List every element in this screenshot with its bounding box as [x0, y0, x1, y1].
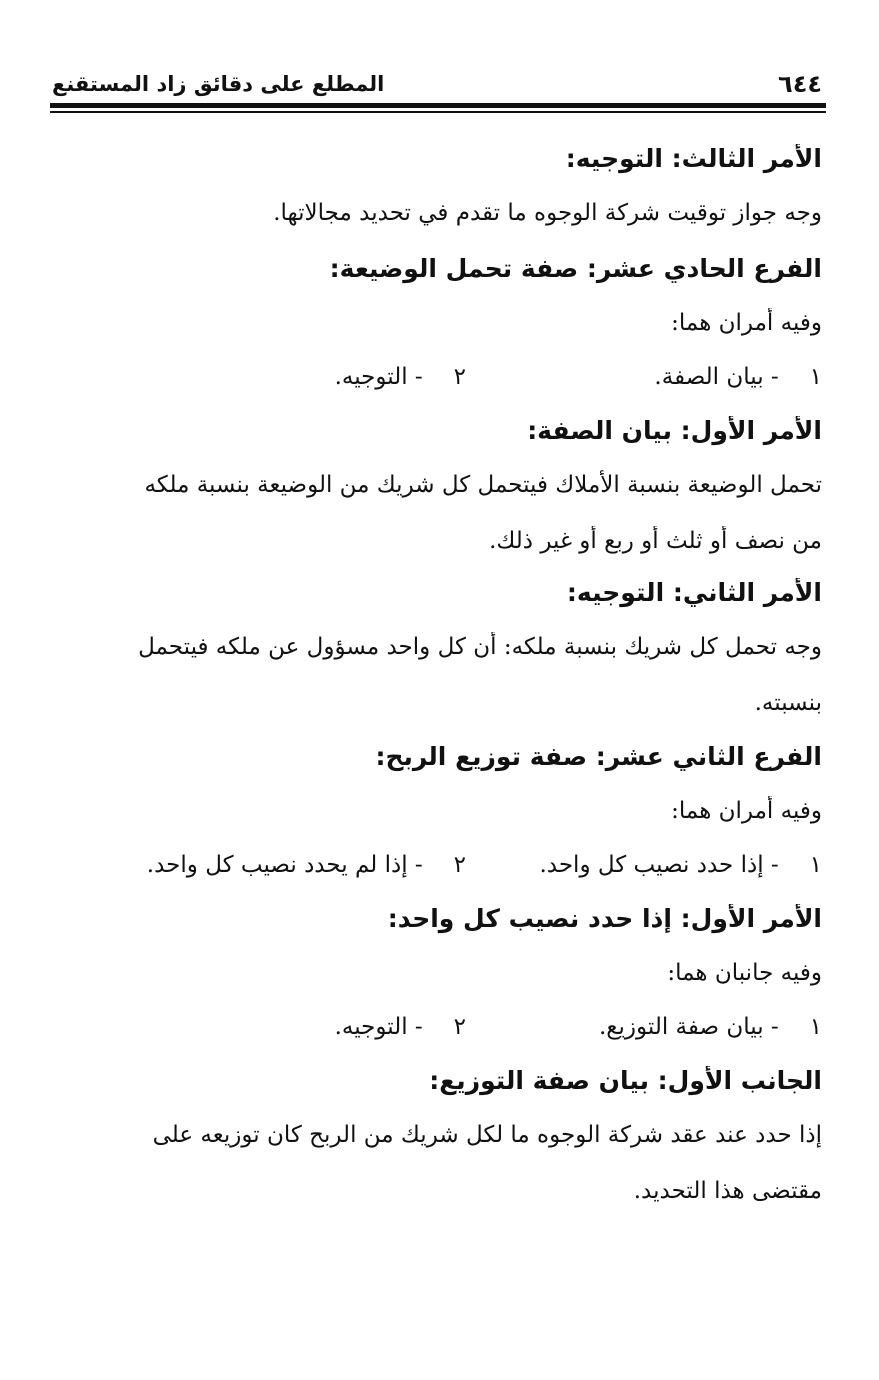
page-number: ٦٤٤ — [778, 70, 822, 98]
list-item-number: ١ — [809, 1014, 822, 1040]
running-header — [52, 66, 822, 102]
paragraph-timing: وجه جواز توقيت شركة الوجوه ما تقدم في تحديد مجالاتها. — [273, 200, 822, 226]
list-item-number: ١ — [809, 852, 822, 878]
list-item — [466, 850, 822, 880]
list-item-number: ٢ — [453, 1014, 466, 1040]
header-rule-thick — [50, 103, 826, 108]
paragraph-two-aspects: وفيه جانبان هما: — [667, 960, 822, 986]
list-item-number: ٢ — [453, 852, 466, 878]
enumeration-1 — [60, 362, 822, 392]
heading-third-matter: الأمر الثالث: التوجيه: — [565, 144, 822, 173]
list-item-number: ١ — [809, 364, 822, 390]
list-item-text: - بيان الصفة. — [654, 364, 779, 390]
list-item — [466, 1012, 822, 1042]
paragraph-two-matters-2: وفيه أمران هما: — [671, 798, 822, 824]
list-item-text: - بيان صفة التوزيع. — [598, 1014, 779, 1040]
book-title: المطلع على دقائق زاد المستقنع — [52, 72, 385, 96]
list-item-text: - إذا حدد نصيب كل واحد. — [539, 852, 779, 878]
paragraph-justification-line-2: بنسبته. — [754, 690, 822, 716]
heading-first-matter-description: الأمر الأول: بيان الصفة: — [527, 416, 822, 445]
list-item — [466, 362, 822, 392]
heading-first-aspect: الجانب الأول: بيان صفة التوزيع: — [429, 1066, 822, 1095]
enumeration-3 — [60, 1012, 822, 1042]
list-item — [335, 362, 466, 392]
paragraph-justification-line-1: وجه تحمل كل شريك بنسبة ملكه: أن كل واحد مسؤول عن ملكه فيتحمل — [138, 634, 822, 660]
heading-branch-twelve: الفرع الثاني عشر: صفة توزيع الربح: — [375, 742, 822, 771]
paragraph-distribution-line-2: مقتضى هذا التحديد. — [633, 1178, 822, 1204]
heading-branch-eleven: الفرع الحادي عشر: صفة تحمل الوضيعة: — [329, 254, 822, 283]
enumeration-2 — [60, 850, 822, 880]
page-content — [60, 144, 822, 1206]
list-item — [147, 850, 466, 880]
paragraph-two-matters-1: وفيه أمران هما: — [671, 310, 822, 336]
list-item — [335, 1012, 466, 1042]
list-item-text: - التوجيه. — [334, 364, 423, 390]
header-rule-thin — [50, 111, 826, 113]
list-item-text: - إذا لم يحدد نصيب كل واحد. — [146, 852, 423, 878]
paragraph-loss-line-1: تحمل الوضيعة بنسبة الأملاك فيتحمل كل شريك من الوضيعة بنسبة ملكه — [144, 472, 822, 498]
heading-second-matter: الأمر الثاني: التوجيه: — [566, 578, 822, 607]
list-item-text: - التوجيه. — [334, 1014, 423, 1040]
heading-first-matter-specified: الأمر الأول: إذا حدد نصيب كل واحد: — [387, 904, 822, 933]
paragraph-loss-line-2: من نصف أو ثلث أو ربع أو غير ذلك. — [489, 528, 822, 554]
list-item-number: ٢ — [453, 364, 466, 390]
paragraph-distribution-line-1: إذا حدد عند عقد شركة الوجوه ما لكل شريك من الربح كان توزيعه على — [152, 1122, 822, 1148]
